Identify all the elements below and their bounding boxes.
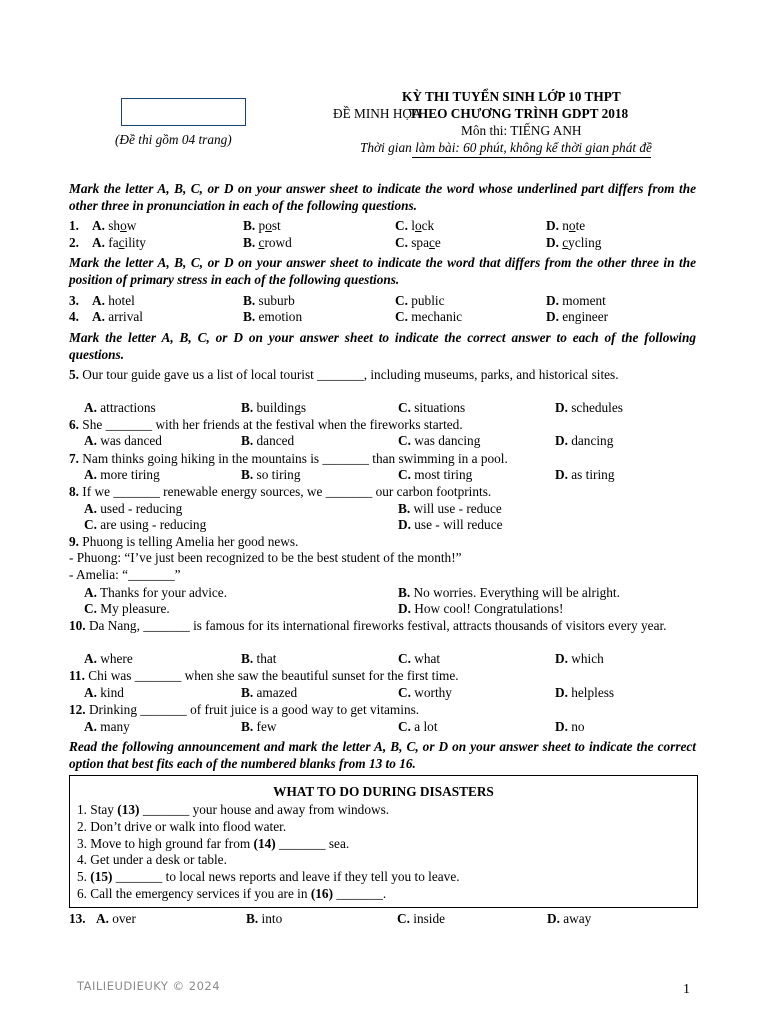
header-underline	[412, 157, 651, 158]
q4-option-c[interactable]: C. mechanic	[395, 309, 463, 324]
q6-option-d[interactable]: D. dancing	[555, 433, 614, 448]
section-4-instruction: Read the following announcement and mark the letter A, B, C, or D on your answer sheet to indicate the correct option that best fits each of the numbered blanks from 13 to 16.	[69, 739, 696, 771]
q11-option-d[interactable]: D. helpless	[555, 685, 615, 700]
q12-option-d[interactable]: D. no	[555, 719, 585, 734]
q10-option-b[interactable]: B. that	[241, 651, 277, 666]
announcement-line-6: 6. Call the emergency services if you are in (16) _______.	[77, 886, 387, 901]
q10-option-d[interactable]: D. which	[555, 651, 604, 666]
announcement-line-1: 1. Stay (13) _______ your house and away from windows.	[77, 802, 390, 817]
q5-options	[69, 399, 699, 416]
q8-option-d[interactable]: D. use - will reduce	[398, 517, 503, 532]
q2-number: 2.	[69, 235, 79, 250]
question-1	[69, 217, 699, 234]
q10-options	[69, 650, 699, 667]
question-3	[69, 292, 699, 309]
exam-subject: Môn thi: TIẾNG ANH	[461, 123, 582, 138]
q2-option-c[interactable]: C. space	[395, 235, 441, 250]
announcement-line-4: 4. Get under a desk or table.	[77, 852, 227, 867]
announcement-box	[69, 775, 698, 908]
q3-option-c[interactable]: C. public	[395, 293, 445, 308]
announcement-title: WHAT TO DO DURING DISASTERS	[273, 784, 494, 799]
q4-number: 4.	[69, 309, 79, 324]
q12-options	[69, 718, 699, 735]
q9-dialogue-amelia: - Amelia: “_______”	[69, 567, 181, 582]
q11-options	[69, 684, 699, 701]
q10-option-c[interactable]: C. what	[398, 651, 441, 666]
q8-option-a[interactable]: A. used - reducing	[84, 501, 183, 516]
q2-option-b[interactable]: B. crowd	[243, 235, 292, 250]
q3-number: 3.	[69, 293, 79, 308]
q12-option-a[interactable]: A. many	[84, 719, 130, 734]
q6-option-b[interactable]: B. danced	[241, 433, 295, 448]
q2-option-a[interactable]: A. facility	[92, 235, 146, 250]
q6-options	[69, 432, 699, 449]
q4-option-b[interactable]: B. emotion	[243, 309, 303, 324]
q1-option-d[interactable]: D. note	[546, 218, 586, 233]
q10-stem: 10. Da Nang, _______ is famous for its international fireworks festival, attracts thousands of visitors every year.	[69, 618, 667, 633]
q4-option-d[interactable]: D. engineer	[546, 309, 609, 324]
exam-program: THEO CHƯƠNG TRÌNH GDPT 2018	[409, 106, 629, 121]
q10-option-a[interactable]: A. where	[84, 651, 133, 666]
question-13	[69, 910, 699, 927]
exam-title: KỲ THI TUYỂN SINH LỚP 10 THPT	[402, 89, 621, 104]
q9-option-a[interactable]: A. Thanks for your advice.	[84, 585, 228, 600]
q8-stem: 8. If we _______ renewable energy sources, we _______ our carbon footprints.	[69, 484, 492, 499]
q9-option-b[interactable]: B. No worries. Everything will be alright.	[398, 585, 620, 600]
q3-option-a[interactable]: A. hotel	[92, 293, 135, 308]
pages-note: (Đề thi gồm 04 trang)	[115, 132, 232, 147]
q12-stem: 12. Drinking _______ of fruit juice is a good way to get vitamins.	[69, 702, 420, 717]
q13-number: 13.	[69, 911, 86, 926]
q7-stem: 7. Nam thinks going hiking in the mountains is _______ than swimming in a pool.	[69, 451, 508, 466]
q13-option-c[interactable]: C. inside	[397, 911, 446, 926]
page-number: 1	[683, 982, 690, 997]
q8-options-row2	[69, 516, 699, 533]
q13-option-b[interactable]: B. into	[246, 911, 283, 926]
section-3-instruction: Mark the letter A, B, C, or D on your answer sheet to indicate the correct answer to each of the following questions.	[69, 330, 696, 362]
q2-option-d[interactable]: D. cycling	[546, 235, 602, 250]
q7-option-d[interactable]: D. as tiring	[555, 467, 615, 482]
q9-dialogue-phuong: - Phuong: “I’ve just been recognized to be the best student of the month!”	[69, 550, 462, 565]
section-1-instruction: Mark the letter A, B, C, or D on your answer sheet to indicate the word whose underlined part differs from the other three in pronunciation in each of the following questions.	[69, 181, 696, 213]
q13-option-d[interactable]: D. away	[547, 911, 592, 926]
q7-option-c[interactable]: C. most tiring	[398, 467, 473, 482]
q3-option-b[interactable]: B. suburb	[243, 293, 295, 308]
question-4	[69, 308, 699, 325]
q11-option-a[interactable]: A. kind	[84, 685, 124, 700]
q5-option-b[interactable]: B. buildings	[241, 400, 307, 415]
watermark: TAILIEUDIEUKY © 2024	[77, 979, 221, 993]
section-2-instruction: Mark the letter A, B, C, or D on your answer sheet to indicate the word that differs from the other three in the position of primary stress in each of the following questions.	[69, 255, 696, 287]
q8-option-c[interactable]: C. are using - reducing	[84, 517, 207, 532]
q9-stem: 9. Phuong is telling Amelia her good news.	[69, 534, 299, 549]
q9-option-c[interactable]: C. My pleasure.	[84, 601, 170, 616]
exam-code-box	[121, 98, 246, 126]
sample-exam-label: ĐỀ MINH HỌA	[333, 106, 422, 121]
announcement-line-2: 2. Don’t drive or walk into flood water.	[77, 819, 287, 834]
q6-option-a[interactable]: A. was danced	[84, 433, 162, 448]
q12-option-c[interactable]: C. a lot	[398, 719, 438, 734]
q12-option-b[interactable]: B. few	[241, 719, 277, 734]
q13-option-a[interactable]: A. over	[96, 911, 136, 926]
announcement-line-5: 5. (15) _______ to local news reports and leave if they tell you to leave.	[77, 869, 460, 884]
q9-options-row1	[69, 584, 699, 601]
q9-option-d[interactable]: D. How cool! Congratulations!	[398, 601, 564, 616]
q7-option-b[interactable]: B. so tiring	[241, 467, 301, 482]
q6-option-c[interactable]: C. was dancing	[398, 433, 481, 448]
q1-number: 1.	[69, 218, 79, 233]
q1-option-c[interactable]: C. lock	[395, 218, 435, 233]
q11-stem: 11. Chi was _______ when she saw the beautiful sunset for the first time.	[69, 668, 459, 683]
q6-stem: 6. She _______ with her friends at the festival when the fireworks started.	[69, 417, 463, 432]
q9-options-row2	[69, 600, 699, 617]
q3-option-d[interactable]: D. moment	[546, 293, 606, 308]
q5-option-c[interactable]: C. situations	[398, 400, 466, 415]
q7-options	[69, 466, 699, 483]
q11-option-c[interactable]: C. worthy	[398, 685, 452, 700]
q8-option-b[interactable]: B. will use - reduce	[398, 501, 502, 516]
q7-option-a[interactable]: A. more tiring	[84, 467, 160, 482]
q5-option-a[interactable]: A. attractions	[84, 400, 156, 415]
q1-option-a[interactable]: A. show	[92, 218, 137, 233]
q1-option-b[interactable]: B. post	[243, 218, 281, 233]
q5-option-d[interactable]: D. schedules	[555, 400, 623, 415]
q4-option-a[interactable]: A. arrival	[92, 309, 143, 324]
announcement-line-3: 3. Move to high ground far from (14) _______ sea.	[77, 836, 350, 851]
exam-duration: Thời gian làm bài: 60 phút, không kể thời gian phát đề	[360, 140, 652, 155]
q11-option-b[interactable]: B. amazed	[241, 685, 298, 700]
q8-options-row1	[69, 500, 699, 517]
q5-stem: 5. Our tour guide gave us a list of local tourist _______, including museums, parks, and historical sites.	[69, 367, 619, 382]
question-2	[69, 234, 699, 251]
